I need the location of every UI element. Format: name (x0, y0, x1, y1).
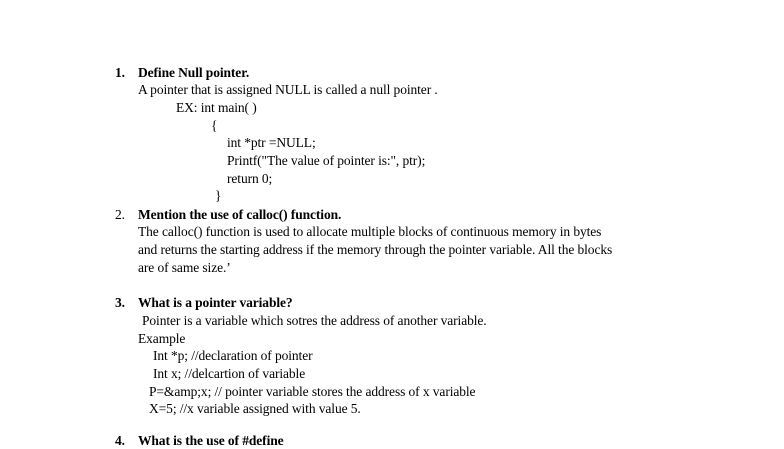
answer-line: A pointer that is assigned NULL is called a null pointer . (138, 82, 438, 97)
answer-line: and returns the starting address if the memory through the pointer variable. All the blocks (138, 242, 613, 257)
question-title: What is the use of #define (138, 433, 284, 448)
question-number: 1. (115, 65, 125, 80)
question-number: 2. (115, 207, 125, 222)
answer-line: are of same size.’ (138, 260, 231, 275)
answer-line: Example (138, 331, 186, 346)
answer-line: Pointer is a variable which sotres the address of another variable. (142, 313, 487, 328)
code-line: Int x; //delcartion of variable (153, 366, 306, 381)
code-line: int *ptr =NULL; (227, 135, 316, 150)
code-line: EX: int main( ) (176, 100, 257, 115)
code-line: } (215, 188, 222, 203)
question-title: Mention the use of calloc() function. (138, 207, 342, 222)
question-title: Define Null pointer. (138, 65, 250, 80)
code-line: Int *p; //declaration of pointer (153, 348, 313, 363)
answer-line: The calloc() function is used to allocate multiple blocks of continuous memory in bytes (138, 224, 602, 239)
code-line: X=5; //x variable assigned with value 5. (149, 401, 361, 416)
question-number: 4. (115, 433, 125, 448)
code-line: return 0; (227, 171, 273, 186)
question-number: 3. (115, 295, 125, 310)
code-line: { (211, 118, 218, 133)
question-title: What is a pointer variable? (138, 295, 293, 310)
code-line: P=&amp;x; // pointer variable stores the address of x variable (149, 384, 476, 399)
code-line: Printf("The value of pointer is:", ptr); (227, 153, 426, 168)
